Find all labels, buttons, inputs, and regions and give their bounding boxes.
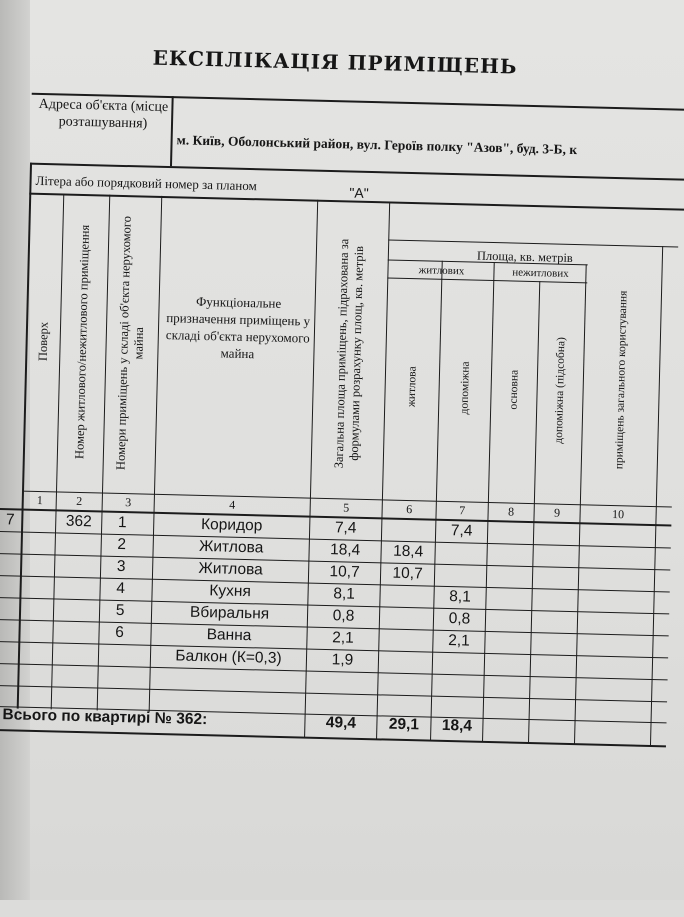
header-residential-group: житлових [418,264,465,278]
colnum-6: 6 [406,501,413,517]
header-function: Функціональне призначення приміщень у складі об'єкта нерухомого майна [165,293,311,362]
row5-total: 0,8 [332,607,355,625]
row3-living: 10,7 [392,564,423,583]
colnum-2: 2 [76,493,83,509]
row2-function: Житлова [198,537,264,557]
litera-label: Літера або порядковий номер за планом [35,172,258,194]
row6-total: 2,1 [332,629,354,647]
header-living: житлова [405,366,419,408]
row1-room: 1 [117,513,127,532]
header-main: основна [507,369,521,410]
header-floor: Поверх [35,321,51,361]
row-line-8 [0,685,667,703]
row1-auxiliary: 7,4 [450,522,473,540]
header-room-no: Номери приміщень у складі об'єкта нерухомого майна [113,215,147,471]
document-title: ЕКСПЛІКАЦІЯ ПРИМІЩЕНЬ [152,45,518,79]
colnum-8: 8 [507,504,515,519]
row3-total: 10,7 [329,563,360,581]
row7-total: 1,9 [331,651,354,669]
row3-room: 3 [116,557,126,576]
row4-total: 8,1 [333,585,356,603]
colnum-3: 3 [125,495,132,510]
row1-total: 7,4 [334,519,357,537]
header-nonresidential-group: нежитлових [512,266,569,280]
row4-auxiliary: 8,1 [449,588,472,606]
colnum-10: 10 [611,507,625,522]
header-common-use: приміщень загального користування [613,290,630,470]
row6-auxiliary: 2,1 [447,632,470,650]
row6-function: Ванна [206,626,252,645]
colnum-9: 9 [553,505,561,520]
litera-value: "А" [349,184,369,201]
row5-room: 5 [115,601,125,620]
colnum-1: 1 [36,492,43,508]
address-label: Адреса об'єкта (місце розташування) [38,96,169,132]
header-apartment-no: Номер житлового/нежитлового приміщення [72,224,93,460]
row5-function: Вбиральня [189,603,270,623]
row2-total: 18,4 [329,541,361,559]
row2-living: 18,4 [392,542,424,561]
totals-living: 29,1 [388,715,420,734]
colnum-7: 7 [458,503,466,518]
colnum-5: 5 [343,500,350,515]
row4-room: 4 [116,579,126,598]
header-auxiliary-utility: допоміжна (підсобна) [552,337,568,445]
header-auxiliary: допоміжна [458,361,472,416]
colnum-4: 4 [229,497,236,512]
totals-auxiliary: 18,4 [441,716,473,735]
row4-function: Кухня [209,582,252,601]
row3-function: Житлова [198,559,263,579]
row2-room: 2 [117,535,127,554]
row1-function: Коридор [200,515,263,535]
address-value: м. Київ, Оболонський район, вул. Героїв полку "Азов", буд. 3-Б, к [176,132,578,158]
row6-room: 6 [115,623,125,642]
header-area-group: Площа, кв. метрів [476,248,573,265]
totals-label: Всього по квартирі № 362: [2,706,208,729]
totals-total: 49,4 [325,714,357,732]
row1-floor: 7 [5,511,15,529]
row5-auxiliary: 0,8 [448,610,471,628]
row7-function: Балкон (К=0,3) [175,647,282,667]
header-total-area: Загальна площа приміщень, підрахована за формулами розрахунку площ, кв. метрів [331,238,367,469]
row1-apartment: 362 [65,512,92,531]
